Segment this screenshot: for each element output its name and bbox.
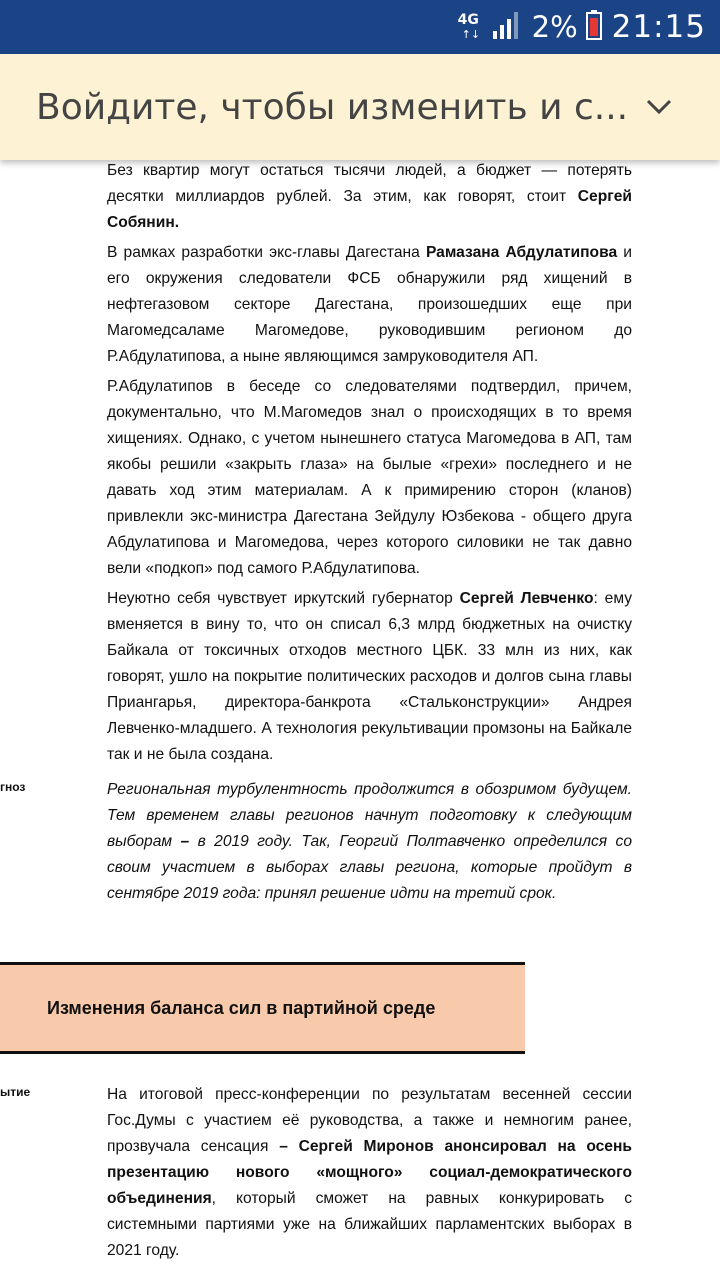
paragraph: На итоговой пресс-конференции по результатам весенней сессии Гос.Думы с участием её руководства, а также и немногим ранее, прозвучала сенсация – Сергей Миронов анонсировал на осень презентацию нового «мощного» социал-демократического объединения, который сможет на равных конкурировать с системными партиями уже на ближайших парламентских выборах в 2021 году.: [107, 1086, 632, 1259]
battery-percent: 2%: [531, 10, 578, 44]
paragraph: Без квартир могут остаться тысячи людей, а бюджет — потерять десятки миллиардов рублей. За этим, как говорят, стоит Сергей Собянин.: [107, 162, 632, 231]
paragraph: В рамках разработки экс-главы Дагестана Рамазана Абдулатипова и его окружения следователи ФСБ обнаружили ряд хищений в нефтегазовом секторе Дагестана, произошедших еще при Магомедсаламе Магомедове, руководившим регионом до Р.Абдулатипова, а ныне являющимся замруководителя АП.: [107, 244, 632, 365]
clock: 21:15: [611, 9, 706, 45]
section-heading-box: [0, 962, 525, 1054]
battery-icon: [586, 10, 602, 45]
status-bar: [0, 0, 720, 54]
document-view[interactable]: [0, 160, 720, 1280]
chevron-down-icon[interactable]: [644, 92, 674, 122]
paragraph: Неуютно себя чувствует иркутский губернатор Сергей Левченко: ему вменяется в вину то, что он списал 6,3 млрд бюджетных на очистку Байкала от токсичных отходов местного ЦБК. 33 млн из них, как говорят, ушло на покрытие политических расходов и долгов сына главы Приангарья, директора-банкрота «Стальконструкции» Андрея Левченко-младшего. А технология рекультивации промзоны на Байкале так и не была создана.: [107, 590, 633, 763]
sign-in-banner[interactable]: [0, 54, 720, 160]
paragraph: Региональная турбулентность продолжится в обозримом будущем. Тем временем главы регионов начнут подготовку к следующим выборам – в 2019 году. Так, Георгий Полтавченко определился со своим участием в выборах главы региона, которые пройдут в сентябре 2019 года: принял решение идти на третий срок.: [107, 781, 632, 902]
section-heading: Изменения баланса сил в партийной среде: [47, 997, 436, 1018]
data-arrows-icon: ↑↓: [461, 28, 481, 41]
network-type-label: 4G: [457, 12, 479, 28]
margin-label-forecast: гноз: [0, 780, 26, 794]
paragraph: Р.Абдулатипов в беседе со следователями подтвердил, причем, документально, что М.Магомедов знал о происходящих в то время хищениях. Однако, с учетом нынешнего статуса Магомедова в АП, там якобы решили «закрыть глаза» на былые «грехи» последнего и не давать ход этим материалам. А к примирению сторон (кланов) привлекли экс-министра Дагестана Зейдулу Юзбекова - общего друга Абдулатипова и Магомедова, через которого силовики не так давно вели «подкоп» под самого Р.Абдулатипова.: [107, 378, 632, 577]
margin-label-event: ытие: [0, 1085, 31, 1099]
text-block-1: [107, 160, 632, 772]
banner-title: Войдите, чтобы изменить и с...: [36, 86, 629, 128]
signal-strength-icon: [492, 11, 522, 44]
network-indicator: [458, 12, 484, 42]
text-block-3: [107, 1082, 632, 1268]
text-block-2: [107, 777, 632, 911]
